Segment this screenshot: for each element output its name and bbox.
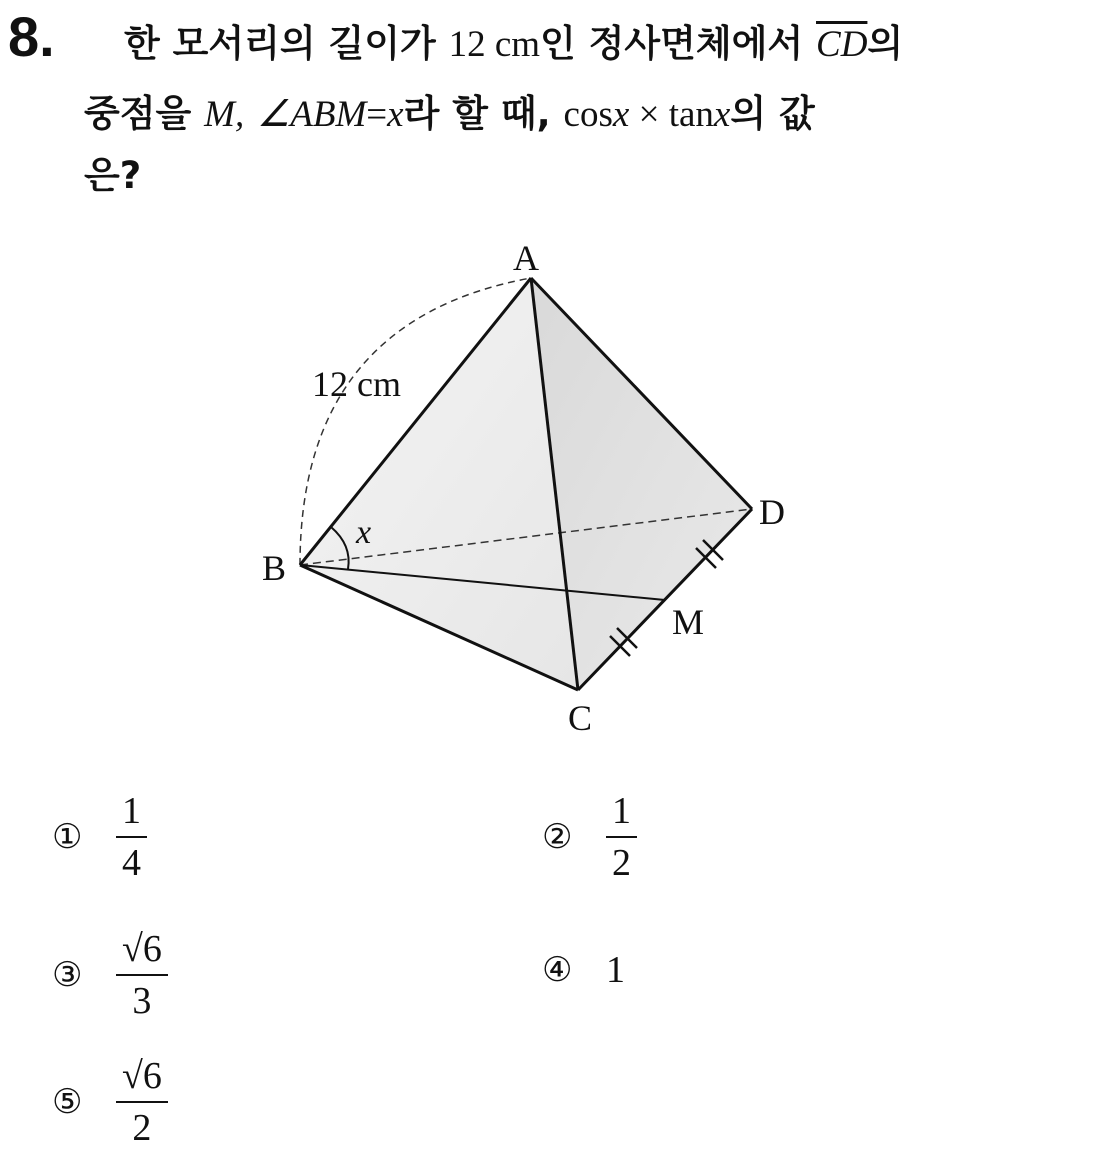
numerator: √6 [122, 928, 162, 970]
fraction-bar [116, 1101, 168, 1103]
equals-sign: = [366, 94, 388, 135]
choice-3-mark: ③ [52, 955, 83, 995]
fraction-bar [116, 974, 168, 976]
choice-4[interactable] [542, 948, 625, 992]
choice-5-fraction [116, 1055, 168, 1149]
choice-2[interactable] [542, 790, 637, 884]
vertex-a-label: A [513, 238, 539, 278]
angle-abm: ∠ABM [257, 94, 367, 135]
question-number: 8. [8, 5, 55, 68]
times-sign: × [629, 94, 669, 135]
choice-2-mark: ② [542, 817, 573, 857]
vertex-b-label: B [262, 548, 287, 588]
choice-5-mark: ⑤ [52, 1082, 83, 1122]
question-text: 의 값 [730, 92, 815, 135]
choice-3-fraction [116, 928, 168, 1022]
point-m: M, [204, 94, 245, 135]
question-text: 은? [84, 154, 142, 197]
question-text: 인 정사면체에서 [540, 22, 804, 65]
choice-4-value: 1 [606, 949, 625, 991]
point-m-label: M [672, 602, 705, 642]
variable-x: x [612, 94, 630, 135]
variable-x: x [713, 94, 731, 135]
choice-5[interactable] [52, 1055, 168, 1149]
denominator: 2 [132, 1107, 152, 1149]
tan-function: tan [668, 94, 714, 135]
fraction-bar [606, 836, 637, 838]
question-text: 한 모서리의 길이가 [124, 22, 436, 65]
choice-3[interactable] [52, 928, 168, 1022]
numerator: 1 [122, 790, 141, 832]
denominator: 2 [612, 842, 631, 884]
numerator: 1 [612, 790, 631, 832]
fraction-bar [116, 836, 147, 838]
angle-x-label: x [356, 514, 372, 551]
numerator: √6 [122, 1055, 162, 1097]
cos-function: cos [563, 94, 613, 135]
choice-4-mark: ④ [542, 950, 573, 990]
choice-1[interactable] [52, 790, 147, 884]
vertex-d-label: D [759, 492, 785, 532]
choice-1-fraction [116, 790, 147, 884]
question-text: 의 [867, 22, 904, 65]
denominator: 4 [122, 842, 141, 884]
vertex-c-label: C [568, 698, 593, 738]
choice-1-mark: ① [52, 817, 83, 857]
question-text: 중점을 [84, 92, 192, 135]
edge-length-label: 12 cm [312, 364, 401, 404]
question-text: 라 할 때, [403, 92, 551, 135]
segment-cd: $\overline{CD}$ [816, 24, 868, 65]
denominator: 3 [132, 980, 152, 1022]
choice-2-fraction [606, 790, 637, 884]
variable-x: x [387, 94, 404, 135]
edge-length: 12 cm [448, 24, 541, 65]
